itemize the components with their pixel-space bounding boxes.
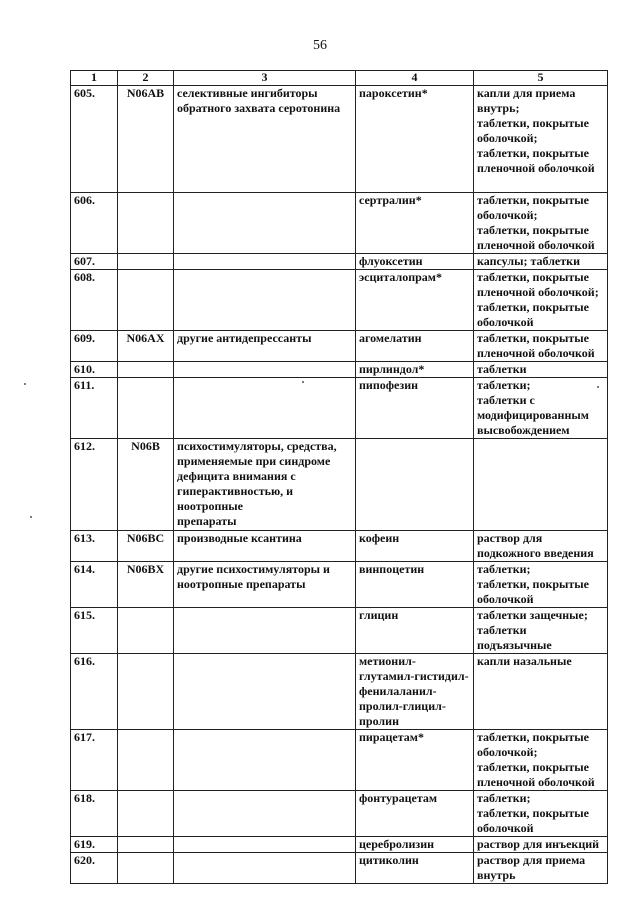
atc-code <box>118 378 174 439</box>
table-row <box>71 193 608 254</box>
group-name <box>174 853 356 884</box>
row-number: 609. <box>71 331 118 362</box>
header-cell: 1 <box>71 71 118 86</box>
drug-name: эсциталопрам* <box>356 270 474 331</box>
dosage-form: таблетки, покрытые пленочной оболочкой; таблетки, покрытые оболочкой <box>474 270 608 331</box>
atc-code: N06BX <box>118 562 174 608</box>
group-name <box>174 608 356 654</box>
scan-speck <box>302 381 304 383</box>
dosage-form <box>474 439 608 531</box>
table-row <box>71 531 608 562</box>
table-row <box>71 654 608 730</box>
drug-table <box>70 70 608 884</box>
atc-code <box>118 730 174 791</box>
drug-name: кофеин <box>356 531 474 562</box>
table-row <box>71 837 608 853</box>
header-cell: 2 <box>118 71 174 86</box>
group-name: селективные ингибиторы обратного захвата серотонина <box>174 86 356 193</box>
table-row <box>71 86 608 193</box>
row-number: 612. <box>71 439 118 531</box>
drug-name: глицин <box>356 608 474 654</box>
row-number: 608. <box>71 270 118 331</box>
dosage-form: таблетки <box>474 362 608 378</box>
dosage-form: таблетки, покрытые пленочной оболочкой <box>474 331 608 362</box>
table-row <box>71 562 608 608</box>
drug-name: церебролизин <box>356 837 474 853</box>
dosage-form: таблетки; таблетки с модифицированным высвобождением <box>474 378 608 439</box>
atc-code <box>118 837 174 853</box>
dosage-form: капсулы; таблетки <box>474 254 608 270</box>
drug-name: флуоксетин <box>356 254 474 270</box>
group-name <box>174 270 356 331</box>
atc-code <box>118 254 174 270</box>
table-row <box>71 331 608 362</box>
atc-code <box>118 362 174 378</box>
group-name: производные ксантина <box>174 531 356 562</box>
dosage-form: таблетки, покрытые оболочкой; таблетки, покрытые пленочной оболочкой <box>474 730 608 791</box>
row-number: 605. <box>71 86 118 193</box>
group-name: психостимуляторы, средства, применяемые при синдроме дефицита внимания с гиперактивностью, и ноотропные препараты <box>174 439 356 531</box>
scan-speck <box>30 516 32 518</box>
header-cell: 5 <box>474 71 608 86</box>
row-number: 620. <box>71 853 118 884</box>
atc-code <box>118 654 174 730</box>
table-row <box>71 439 608 531</box>
group-name <box>174 362 356 378</box>
group-name <box>174 837 356 853</box>
drug-name: цитиколин <box>356 853 474 884</box>
scan-speck <box>597 386 599 388</box>
drug-name: пирацетам* <box>356 730 474 791</box>
table-row <box>71 362 608 378</box>
row-number: 606. <box>71 193 118 254</box>
dosage-form: капли для приема внутрь; таблетки, покрытые оболочкой; таблетки, покрытые пленочной оболочкой <box>474 86 608 193</box>
drug-name: агомелатин <box>356 331 474 362</box>
group-name: другие антидепрессанты <box>174 331 356 362</box>
table-row <box>71 730 608 791</box>
dosage-form: таблетки защечные; таблетки подъязычные <box>474 608 608 654</box>
atc-code: N06B <box>118 439 174 531</box>
header-row <box>71 71 608 86</box>
drug-name: сертралин* <box>356 193 474 254</box>
table-row <box>71 608 608 654</box>
row-number: 607. <box>71 254 118 270</box>
table-row <box>71 378 608 439</box>
row-number: 615. <box>71 608 118 654</box>
row-number: 611. <box>71 378 118 439</box>
drug-name: пароксетин* <box>356 86 474 193</box>
dosage-form: раствор для приема внутрь <box>474 853 608 884</box>
header-cell: 4 <box>356 71 474 86</box>
atc-code <box>118 270 174 331</box>
table-row <box>71 270 608 331</box>
dosage-form: капли назальные <box>474 654 608 730</box>
page-number: 56 <box>313 38 327 53</box>
dosage-form: раствор для инъекций <box>474 837 608 853</box>
dosage-form: таблетки; таблетки, покрытые оболочкой <box>474 791 608 837</box>
atc-code <box>118 193 174 254</box>
group-name: другие психостимуляторы и ноотропные препараты <box>174 562 356 608</box>
drug-name: фонтурацетам <box>356 791 474 837</box>
group-name <box>174 791 356 837</box>
drug-name: винпоцетин <box>356 562 474 608</box>
group-name <box>174 654 356 730</box>
atc-code <box>118 608 174 654</box>
drug-name: метионил- глутамил-гистидил- фенилаланил- пролил-глицил- пролин <box>356 654 474 730</box>
atc-code: N06AB <box>118 86 174 193</box>
table-row <box>71 791 608 837</box>
dosage-form: таблетки, покрытые оболочкой; таблетки, покрытые пленочной оболочкой <box>474 193 608 254</box>
group-name <box>174 730 356 791</box>
table-row <box>71 254 608 270</box>
atc-code <box>118 791 174 837</box>
table-row <box>71 853 608 884</box>
header-cell: 3 <box>174 71 356 86</box>
atc-code: N06BC <box>118 531 174 562</box>
row-number: 610. <box>71 362 118 378</box>
row-number: 613. <box>71 531 118 562</box>
row-number: 619. <box>71 837 118 853</box>
group-name <box>174 193 356 254</box>
row-number: 617. <box>71 730 118 791</box>
scan-speck <box>24 383 26 385</box>
dosage-form: раствор для подкожного введения <box>474 531 608 562</box>
dosage-form: таблетки; таблетки, покрытые оболочкой <box>474 562 608 608</box>
row-number: 616. <box>71 654 118 730</box>
drug-name <box>356 439 474 531</box>
atc-code: N06AX <box>118 331 174 362</box>
drug-name: пирлиндол* <box>356 362 474 378</box>
atc-code <box>118 853 174 884</box>
row-number: 614. <box>71 562 118 608</box>
row-number: 618. <box>71 791 118 837</box>
drug-name: пипофезин <box>356 378 474 439</box>
group-name <box>174 378 356 439</box>
group-name <box>174 254 356 270</box>
